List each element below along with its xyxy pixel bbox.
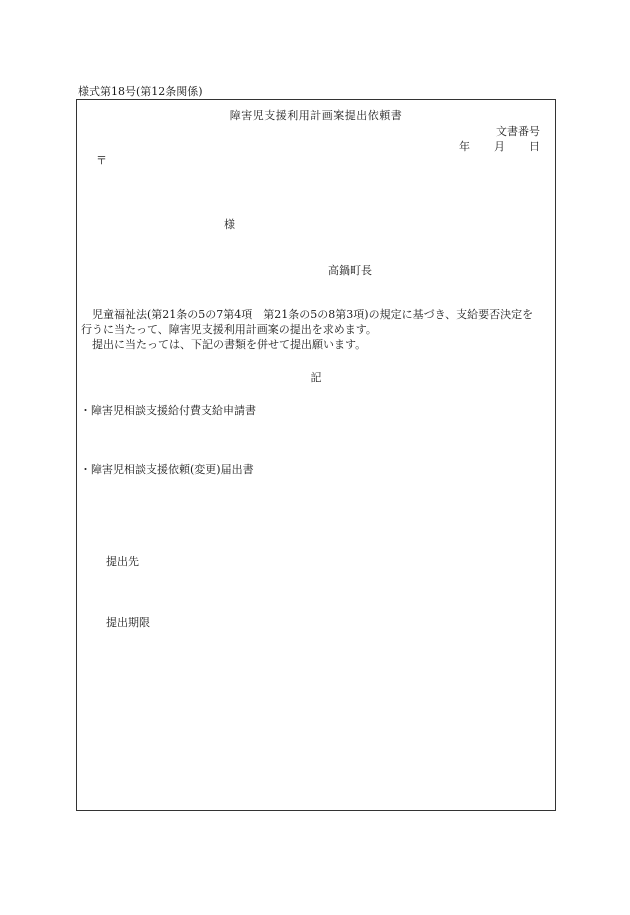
- body-paragraph-1-line-2: 行うに当たって、障害児支援利用計画案の提出を求めます。: [81, 322, 377, 336]
- body-paragraph-1-line-1: 児童福祉法(第21条の5の7第4項 第21条の5の8第3項)の規定に基づき、支給要否決定を: [92, 308, 534, 321]
- body-text: [81, 308, 549, 353]
- required-document-item: ・障害児相談支援依頼(変更)届出書: [80, 463, 254, 476]
- submit-to-label: 提出先: [106, 555, 139, 568]
- ki-label: 記: [310, 371, 322, 384]
- date-year-label: 年: [459, 140, 470, 153]
- document-title: 障害児支援利用計画案提出依頼書: [229, 109, 403, 122]
- document-number-label: 文書番号: [496, 125, 540, 138]
- required-document-item: ・障害児相談支援給付費支給申請書: [80, 404, 256, 417]
- document-frame: [76, 99, 556, 811]
- date-row: [459, 140, 540, 155]
- body-paragraph-2: 提出に当たっては、下記の書類を併せて提出願います。: [92, 337, 367, 351]
- sender-name: 高鍋町長: [328, 264, 372, 277]
- addressee-suffix: 様: [224, 218, 235, 231]
- date-day-label: 日: [529, 140, 540, 153]
- deadline-label: 提出期限: [106, 616, 150, 629]
- date-month-label: 月: [494, 140, 505, 153]
- postal-mark: 〒: [96, 154, 107, 167]
- form-number: 様式第18号(第12条関係): [78, 85, 203, 98]
